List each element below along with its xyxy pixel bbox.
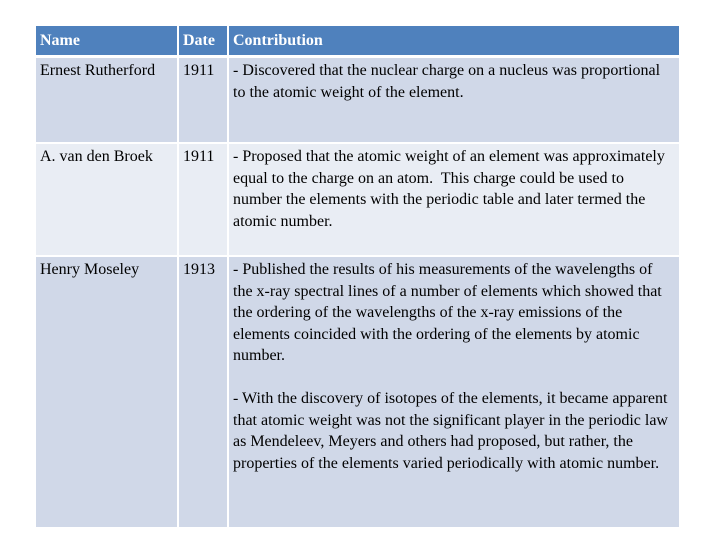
cell-name: Ernest Rutherford (36, 58, 179, 144)
table-row (36, 257, 679, 529)
cell-contribution (229, 257, 679, 529)
contribution-paragraph: - Proposed that the atomic weight of an element was approximately equal to the charge on an atom. This charge could be used to number the elements with the periodic table and later termed the atomic number. (233, 148, 669, 230)
cell-name: A. van den Broek (36, 144, 179, 257)
contribution-paragraph: - Published the results of his measurements of the wavelengths of the x-ray spectral lines of a number of elements which showed that the ordering of the wavelengths of the x-ray emissions of the elements coincided with the ordering of the elements by atomic number. (233, 261, 666, 364)
cell-date: 1911 (179, 58, 229, 144)
header-date: Date (179, 26, 229, 58)
table-row (36, 58, 679, 144)
contributions-table (36, 26, 679, 529)
cell-name: Henry Moseley (36, 257, 179, 529)
header-contribution: Contribution (229, 26, 679, 58)
contribution-paragraph: - With the discovery of isotopes of the elements, it became apparent that atomic weight was not the significant player in the periodic law as Mendeleev, Meyers and others had proposed, but rather, the properties of the elements varied periodically with atomic number. (233, 390, 672, 472)
cell-date: 1911 (179, 144, 229, 257)
cell-contribution (229, 144, 679, 257)
header-name: Name (36, 26, 179, 58)
table-header-row (36, 26, 679, 58)
contribution-paragraph: - Discovered that the nuclear charge on a nucleus was proportional to the atomic weight of the element. (233, 62, 665, 101)
cell-contribution (229, 58, 679, 144)
cell-date: 1913 (179, 257, 229, 529)
table-row (36, 144, 679, 257)
